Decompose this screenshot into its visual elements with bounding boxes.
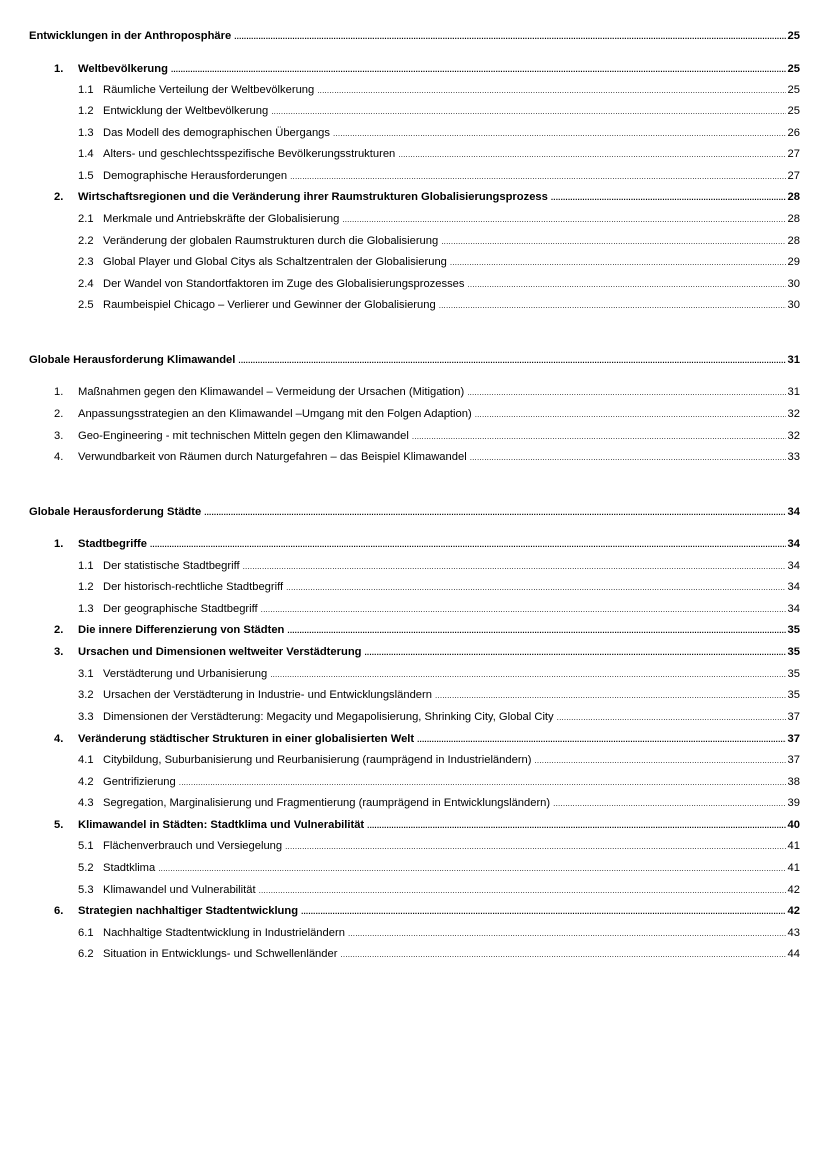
dot-leader	[435, 688, 786, 703]
toc-entry[interactable]	[29, 407, 800, 422]
dot-leader	[367, 818, 785, 833]
dot-leader	[333, 126, 786, 141]
toc-entry-number: 2.4	[78, 278, 94, 290]
toc-entry-page-number: 25	[787, 63, 800, 75]
dot-leader	[439, 298, 786, 313]
toc-entry[interactable]	[29, 385, 800, 400]
dot-leader	[287, 623, 785, 638]
dot-leader	[398, 147, 785, 162]
dot-leader	[470, 450, 786, 465]
toc-entry-number: 3.	[54, 430, 64, 442]
toc-entry-number: 4.	[54, 733, 64, 745]
toc-entry-title: Entwicklungen in der Anthroposphäre	[29, 30, 232, 42]
toc-entry-number: 1.3	[78, 127, 94, 139]
dot-leader	[468, 277, 786, 292]
toc-entry-page-number: 34	[787, 581, 800, 593]
toc-entry[interactable]	[29, 839, 800, 854]
toc-entry[interactable]	[29, 126, 800, 141]
dot-leader	[317, 83, 785, 98]
toc-entry-page-number: 28	[787, 191, 800, 203]
dot-leader	[535, 753, 786, 768]
toc-entry[interactable]	[29, 904, 800, 919]
toc-entry-number: 1.1	[78, 84, 94, 96]
dot-leader	[553, 796, 785, 811]
toc-entry[interactable]	[29, 353, 800, 368]
toc-entry-page-number: 42	[787, 884, 800, 896]
dot-leader	[467, 385, 785, 400]
toc-entry-number: 2.1	[78, 213, 94, 225]
toc-entry[interactable]	[29, 947, 800, 962]
dot-leader	[301, 904, 785, 919]
dot-leader	[271, 104, 785, 119]
toc-entry-number: 2.	[54, 624, 64, 636]
toc-entry-number: 2.	[54, 408, 64, 420]
toc-entry-page-number: 26	[787, 127, 800, 139]
toc-entry-title: Anpassungsstrategien an den Klimawandel –Umgang mit den Folgen Adaption)	[78, 408, 472, 420]
toc-entry-title: Der geographische Stadtbegriff	[103, 603, 258, 615]
dot-leader	[259, 883, 786, 898]
toc-entry-title: Stadtklima	[103, 862, 156, 874]
toc-entry[interactable]	[29, 169, 800, 184]
toc-entry-title: Weltbevölkerung	[78, 63, 168, 75]
dot-leader	[557, 710, 786, 725]
toc-entry-page-number: 30	[787, 278, 800, 290]
toc-entry-number: 5.	[54, 819, 64, 831]
toc-entry-number: 6.2	[78, 948, 94, 960]
toc-entry[interactable]	[29, 710, 800, 725]
dot-leader	[286, 580, 785, 595]
toc-entry-page-number: 29	[787, 256, 800, 268]
toc-entry[interactable]	[29, 883, 800, 898]
dot-leader	[441, 234, 785, 249]
toc-entry-number: 3.2	[78, 689, 94, 701]
toc-entry-page-number: 32	[787, 430, 800, 442]
toc-entry-page-number: 34	[787, 560, 800, 572]
toc-entry-number: 1.5	[78, 170, 94, 182]
toc-entry-number: 4.2	[78, 776, 94, 788]
toc-entry-page-number: 25	[787, 105, 800, 117]
toc-entry-page-number: 40	[787, 819, 800, 831]
dot-leader	[342, 212, 785, 227]
toc-entry[interactable]	[29, 775, 800, 790]
toc-entry-number: 5.1	[78, 840, 94, 852]
toc-entry-title: Veränderung der globalen Raumstrukturen durch die Globalisierung	[103, 235, 439, 247]
toc-entry-number: 6.	[54, 905, 64, 917]
toc-entry[interactable]	[29, 29, 800, 44]
toc-entry-title: Klimawandel und Vulnerabilität	[103, 884, 256, 896]
toc-entry[interactable]	[29, 190, 800, 205]
toc-entry-title: Verstädterung und Urbanisierung	[103, 668, 268, 680]
toc-entry-title: Entwicklung der Weltbevölkerung	[103, 105, 269, 117]
toc-entry-number: 6.1	[78, 927, 94, 939]
toc-entry-number: 3.3	[78, 711, 94, 723]
toc-entry-title: Das Modell des demographischen Übergangs	[103, 127, 330, 139]
toc-entry-title: Der historisch-rechtliche Stadtbegriff	[103, 581, 284, 593]
toc-entry-page-number: 42	[787, 905, 800, 917]
toc-entry[interactable]	[29, 861, 800, 876]
toc-entry-page-number: 34	[787, 506, 800, 518]
toc-entry-page-number: 27	[787, 148, 800, 160]
toc-entry[interactable]	[29, 559, 800, 574]
toc-entry-number: 4.	[54, 451, 64, 463]
toc-entry-page-number: 38	[787, 776, 800, 788]
toc-entry[interactable]	[29, 753, 800, 768]
dot-leader	[171, 62, 786, 77]
toc-entry-page-number: 35	[787, 668, 800, 680]
toc-entry-title: Geo-Engineering - mit technischen Mitteln gegen den Klimawandel	[78, 430, 409, 442]
toc-entry[interactable]	[29, 255, 800, 270]
toc-entry[interactable]	[29, 277, 800, 292]
toc-entry-page-number: 34	[787, 603, 800, 615]
toc-entry-page-number: 41	[787, 862, 800, 874]
toc-entry-number: 1.4	[78, 148, 94, 160]
toc-entry-page-number: 37	[787, 754, 800, 766]
toc-entry-title: Situation in Entwicklungs- und Schwellenländer	[103, 948, 338, 960]
toc-entry-title: Die innere Differenzierung von Städten	[78, 624, 285, 636]
toc-entry-page-number: 44	[787, 948, 800, 960]
toc-entry-page-number: 37	[787, 711, 800, 723]
dot-leader	[340, 947, 785, 962]
toc-entry[interactable]	[29, 505, 800, 520]
toc-entry-page-number: 27	[787, 170, 800, 182]
toc-entry-title: Verwundbarkeit von Räumen durch Naturgefahren – das Beispiel Klimawandel	[78, 451, 467, 463]
dot-leader	[364, 645, 785, 660]
toc-entry-title: Klimawandel in Städten: Stadtklima und Vulnerabilität	[78, 819, 365, 831]
toc-entry-number: 4.1	[78, 754, 94, 766]
dot-leader	[150, 537, 786, 552]
toc-entry-page-number: 35	[787, 646, 800, 658]
toc-entry[interactable]	[29, 926, 800, 941]
toc-entry-number: 3.	[54, 646, 64, 658]
toc-entry-page-number: 31	[787, 386, 800, 398]
toc-entry-number: 1.2	[78, 105, 94, 117]
toc-entry-page-number: 35	[787, 624, 800, 636]
dot-leader	[238, 353, 785, 368]
toc-entry[interactable]	[29, 147, 800, 162]
dot-leader	[204, 505, 785, 520]
toc-entry-title: Der statistische Stadtbegriff	[103, 560, 240, 572]
toc-entry-page-number: 34	[787, 538, 800, 550]
toc-entry-title: Maßnahmen gegen den Klimawandel – Vermeidung der Ursachen (Mitigation)	[78, 386, 465, 398]
dot-leader	[417, 732, 785, 747]
toc-entry-number: 2.3	[78, 256, 94, 268]
toc-entry-number: 1.	[54, 386, 64, 398]
dot-leader	[179, 775, 786, 790]
toc-entry-title: Globale Herausforderung Klimawandel	[29, 354, 236, 366]
toc-entry-title: Globale Herausforderung Städte	[29, 506, 202, 518]
toc-entry[interactable]	[29, 688, 800, 703]
dot-leader	[290, 169, 785, 184]
dot-leader	[412, 429, 786, 444]
toc-entry-number: 5.2	[78, 862, 94, 874]
toc-entry-title: Strategien nachhaltiger Stadtentwicklung	[78, 905, 299, 917]
toc-entry-number: 3.1	[78, 668, 94, 680]
toc-entry-title: Dimensionen der Verstädterung: Megacity und Megapolisierung, Shrinking City, Global City	[103, 711, 554, 723]
toc-entry-page-number: 28	[787, 235, 800, 247]
toc-entry-page-number: 39	[787, 797, 800, 809]
toc-entry[interactable]	[29, 298, 800, 313]
toc-entry-page-number: 32	[787, 408, 800, 420]
toc-entry[interactable]	[29, 580, 800, 595]
toc-entry-page-number: 25	[787, 84, 800, 96]
toc-entry[interactable]	[29, 450, 800, 465]
toc-entry[interactable]	[29, 667, 800, 682]
dot-leader	[234, 29, 785, 44]
toc-entry[interactable]	[29, 818, 800, 833]
toc-entry-number: 2.2	[78, 235, 94, 247]
toc-entry-title: Wirtschaftsregionen und die Veränderung ihrer Raumstrukturen Globalisierungsprozess	[78, 191, 548, 203]
dot-leader	[270, 667, 785, 682]
dot-leader	[243, 559, 786, 574]
dot-leader	[261, 602, 786, 617]
dot-leader	[285, 839, 785, 854]
toc-entry[interactable]	[29, 537, 800, 552]
toc-entry[interactable]	[29, 623, 800, 638]
toc-entry-title: Gentrifizierung	[103, 776, 176, 788]
dot-leader	[158, 861, 785, 876]
toc-entry-title: Ursachen und Dimensionen weltweiter Verstädterung	[78, 646, 362, 658]
toc-entry[interactable]	[29, 796, 800, 811]
toc-entry-title: Ursachen der Verstädterung in Industrie- und Entwicklungsländern	[103, 689, 432, 701]
dot-leader	[551, 190, 786, 205]
toc-entry-title: Citybildung, Suburbanisierung und Reurbanisierung (raumprägend in Industrieländern)	[103, 754, 532, 766]
toc-entry-number: 4.3	[78, 797, 94, 809]
toc-entry-page-number: 30	[787, 299, 800, 311]
toc-entry-title: Alters- und geschlechtsspezifische Bevölkerungsstrukturen	[103, 148, 396, 160]
toc-entry-title: Merkmale und Antriebskräfte der Globalisierung	[103, 213, 340, 225]
toc-entry[interactable]	[29, 62, 800, 77]
toc-entry-title: Veränderung städtischer Strukturen in einer globalisierten Welt	[78, 733, 415, 745]
toc-entry[interactable]	[29, 429, 800, 444]
toc-entry[interactable]	[29, 234, 800, 249]
dot-leader	[348, 926, 786, 941]
dot-leader	[450, 255, 786, 270]
toc-entry[interactable]	[29, 83, 800, 98]
toc-entry-page-number: 31	[787, 354, 800, 366]
toc-entry-title: Stadtbegriffe	[78, 538, 147, 550]
toc-entry-number: 2.5	[78, 299, 94, 311]
toc-entry-number: 1.3	[78, 603, 94, 615]
toc-entry-number: 1.	[54, 63, 64, 75]
toc-entry-number: 5.3	[78, 884, 94, 896]
toc-entry[interactable]	[29, 602, 800, 617]
toc-entry-page-number: 43	[787, 927, 800, 939]
toc-entry-title: Segregation, Marginalisierung und Fragmentierung (raumprägend in Entwicklungsländern)	[103, 797, 551, 809]
toc-entry-number: 1.	[54, 538, 64, 550]
toc-entry-number: 1.1	[78, 560, 94, 572]
toc-entry-number: 1.2	[78, 581, 94, 593]
toc-entry-page-number: 28	[787, 213, 800, 225]
toc-entry-page-number: 37	[787, 733, 800, 745]
toc-entry[interactable]	[29, 732, 800, 747]
dot-leader	[475, 407, 786, 422]
toc-entry[interactable]	[29, 645, 800, 660]
toc-entry-title: Flächenverbrauch und Versiegelung	[103, 840, 283, 852]
toc-entry-title: Der Wandel von Standortfaktoren im Zuge des Globalisierungsprozesses	[103, 278, 465, 290]
toc-entry-page-number: 33	[787, 451, 800, 463]
toc-entry-number: 2.	[54, 191, 64, 203]
toc-entry-title: Nachhaltige Stadtentwicklung in Industrieländern	[103, 927, 345, 939]
toc-entry-page-number: 35	[787, 689, 800, 701]
toc-entry[interactable]	[29, 212, 800, 227]
toc-entry-page-number: 41	[787, 840, 800, 852]
toc-entry[interactable]	[29, 104, 800, 119]
toc-entry-title: Räumliche Verteilung der Weltbevölkerung	[103, 84, 315, 96]
toc-entry-page-number: 25	[787, 30, 800, 42]
toc-entry-title: Raumbeispiel Chicago – Verlierer und Gewinner der Globalisierung	[103, 299, 436, 311]
toc-entry-title: Demographische Herausforderungen	[103, 170, 288, 182]
toc-entry-title: Global Player und Global Citys als Schaltzentralen der Globalisierung	[103, 256, 447, 268]
